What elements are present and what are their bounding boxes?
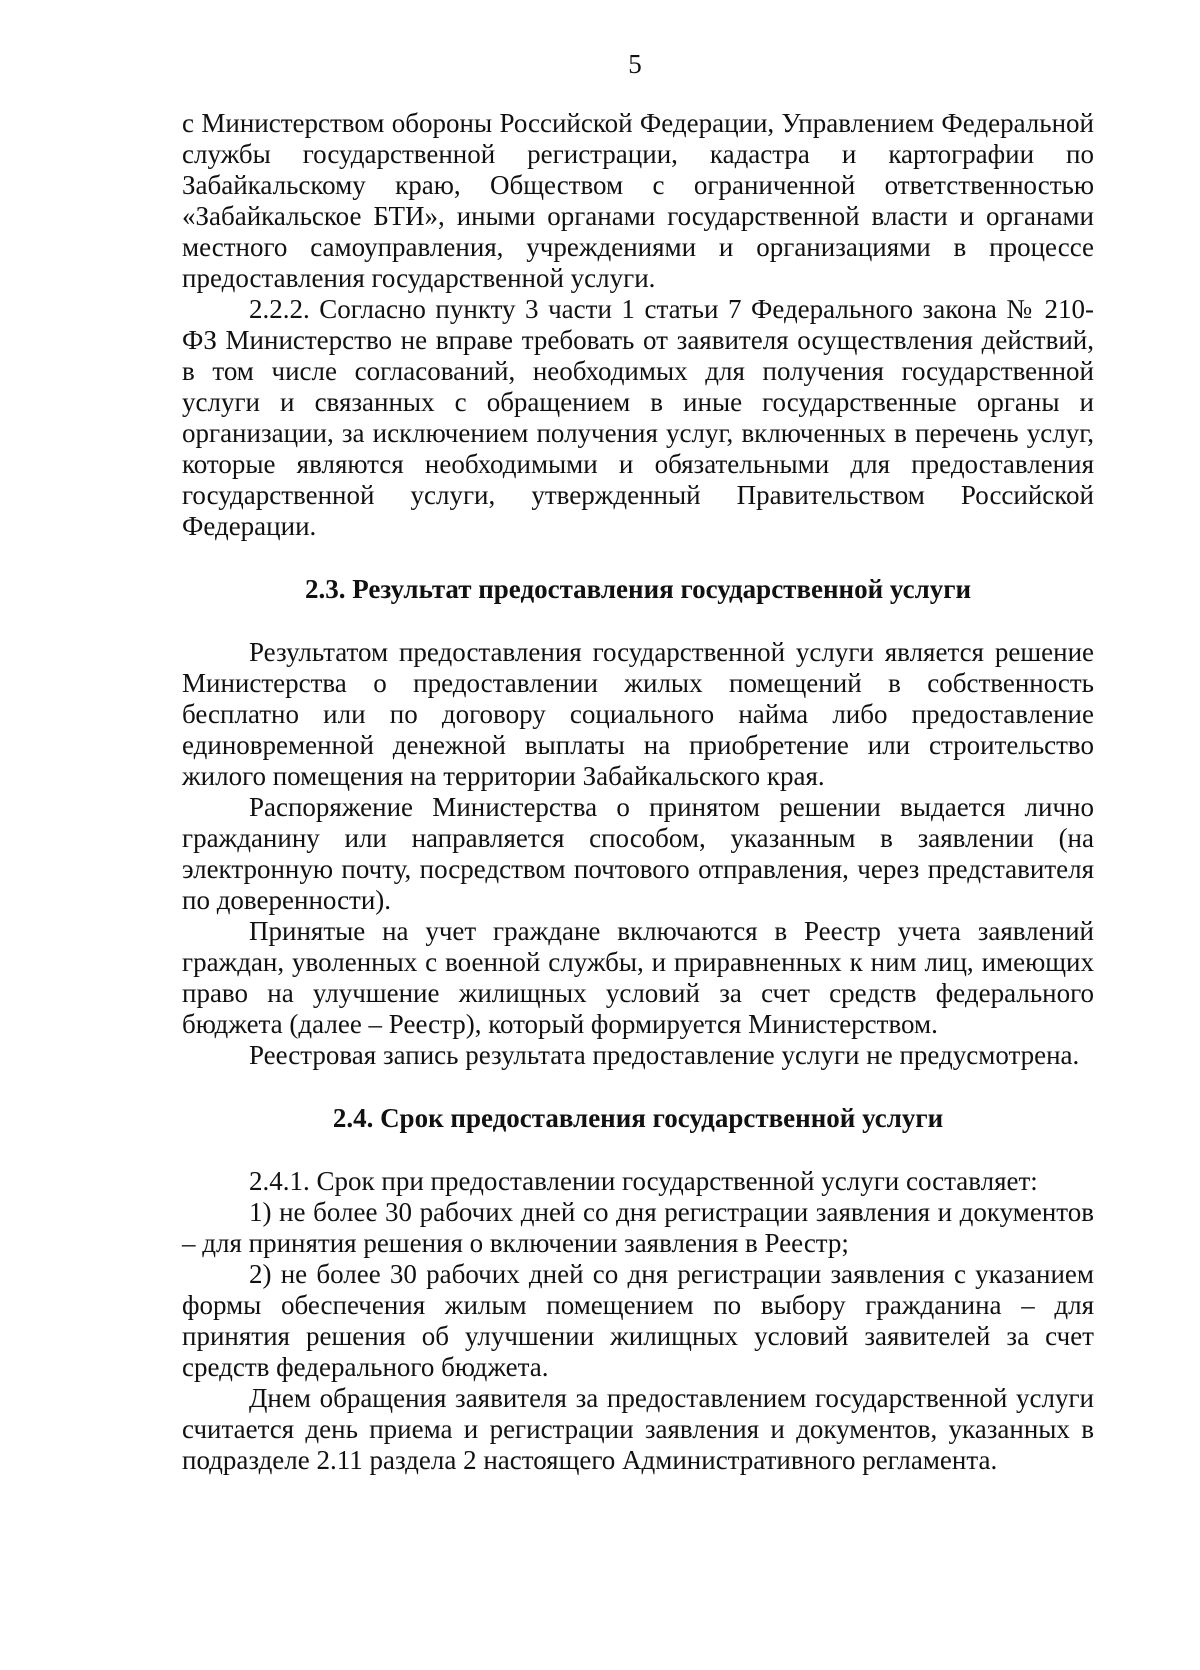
paragraph-continuation: с Министерством обороны Российской Федерации, Управлением Федеральной службы государственной регистрации, кадастра и картографии по Забайкальскому краю, Обществом с ограниченной ответственностью «Забайкальское БТИ», иными органами государственной власти и органами местного самоуправления, учреждениями и организациями в процессе предоставления государственной услуги. xyxy=(182,108,1094,293)
list-item-1: 1) не более 30 рабочих дней со дня регистрации заявления и документов – для принятия решения о включении заявления в Реестр; xyxy=(182,1197,1094,1258)
paragraph-registry-record: Реестровая запись результата предоставление услуги не предусмотрена. xyxy=(249,1040,1080,1070)
paragraph-2-2-2: 2.2.2. Согласно пункту 3 части 1 статьи 7 Федерального закона № 210-ФЗ Министерство не вправе требовать от заявителя осуществления действий, в том числе согласований, необходимых для получения государственной услуги и связанных с обращением в иные государственные органы и организации, за исключением получения услуг, включенных в перечень услуг, которые являются необходимыми и обязательными для предоставления государственной услуги, утвержденный Правительством Российской Федерации. xyxy=(182,294,1094,541)
document-body xyxy=(182,108,1094,1476)
section-heading-2-4: 2.4. Срок предоставления государственной услуги xyxy=(332,1103,944,1133)
paragraph-registry: Принятые на учет граждане включаются в Реестр учета заявлений граждан, уволенных с военной службы, и приравненных к ним лиц, имеющих право на улучшение жилищных условий за счет средств федерального бюджета (далее – Реестр), который формируется Министерством. xyxy=(182,916,1094,1039)
paragraph-result: Результатом предоставления государственной услуги является решение Министерства о предоставлении жилых помещений в собственность бесплатно или по договору социального найма либо предоставление единовременной денежной выплаты на приобретение или строительство жилого помещения на территории Забайкальского края. xyxy=(182,637,1094,791)
paragraph-2-4-1: 2.4.1. Срок при предоставлении государственной услуги составляет: xyxy=(249,1166,1038,1196)
section-heading-2-3: 2.3. Результат предоставления государственной услуги xyxy=(304,574,972,604)
page-number: 5 xyxy=(628,49,642,79)
paragraph-order-delivery: Распоряжение Министерства о принятом решении выдается лично гражданину или направляется способом, указанным в заявлении (на электронную почту, посредством почтового отправления, через представителя по доверенности). xyxy=(182,792,1094,915)
paragraph-application-day: Днем обращения заявителя за предоставлением государственной услуги считается день приема и регистрации заявления и документов, указанных в подразделе 2.11 раздела 2 настоящего Административного регламента. xyxy=(182,1383,1094,1475)
list-item-2: 2) не более 30 рабочих дней со дня регистрации заявления с указанием формы обеспечения жилым помещением по выбору гражданина – для принятия решения об улучшении жилищных условий заявителей за счет средств федерального бюджета. xyxy=(182,1259,1094,1382)
